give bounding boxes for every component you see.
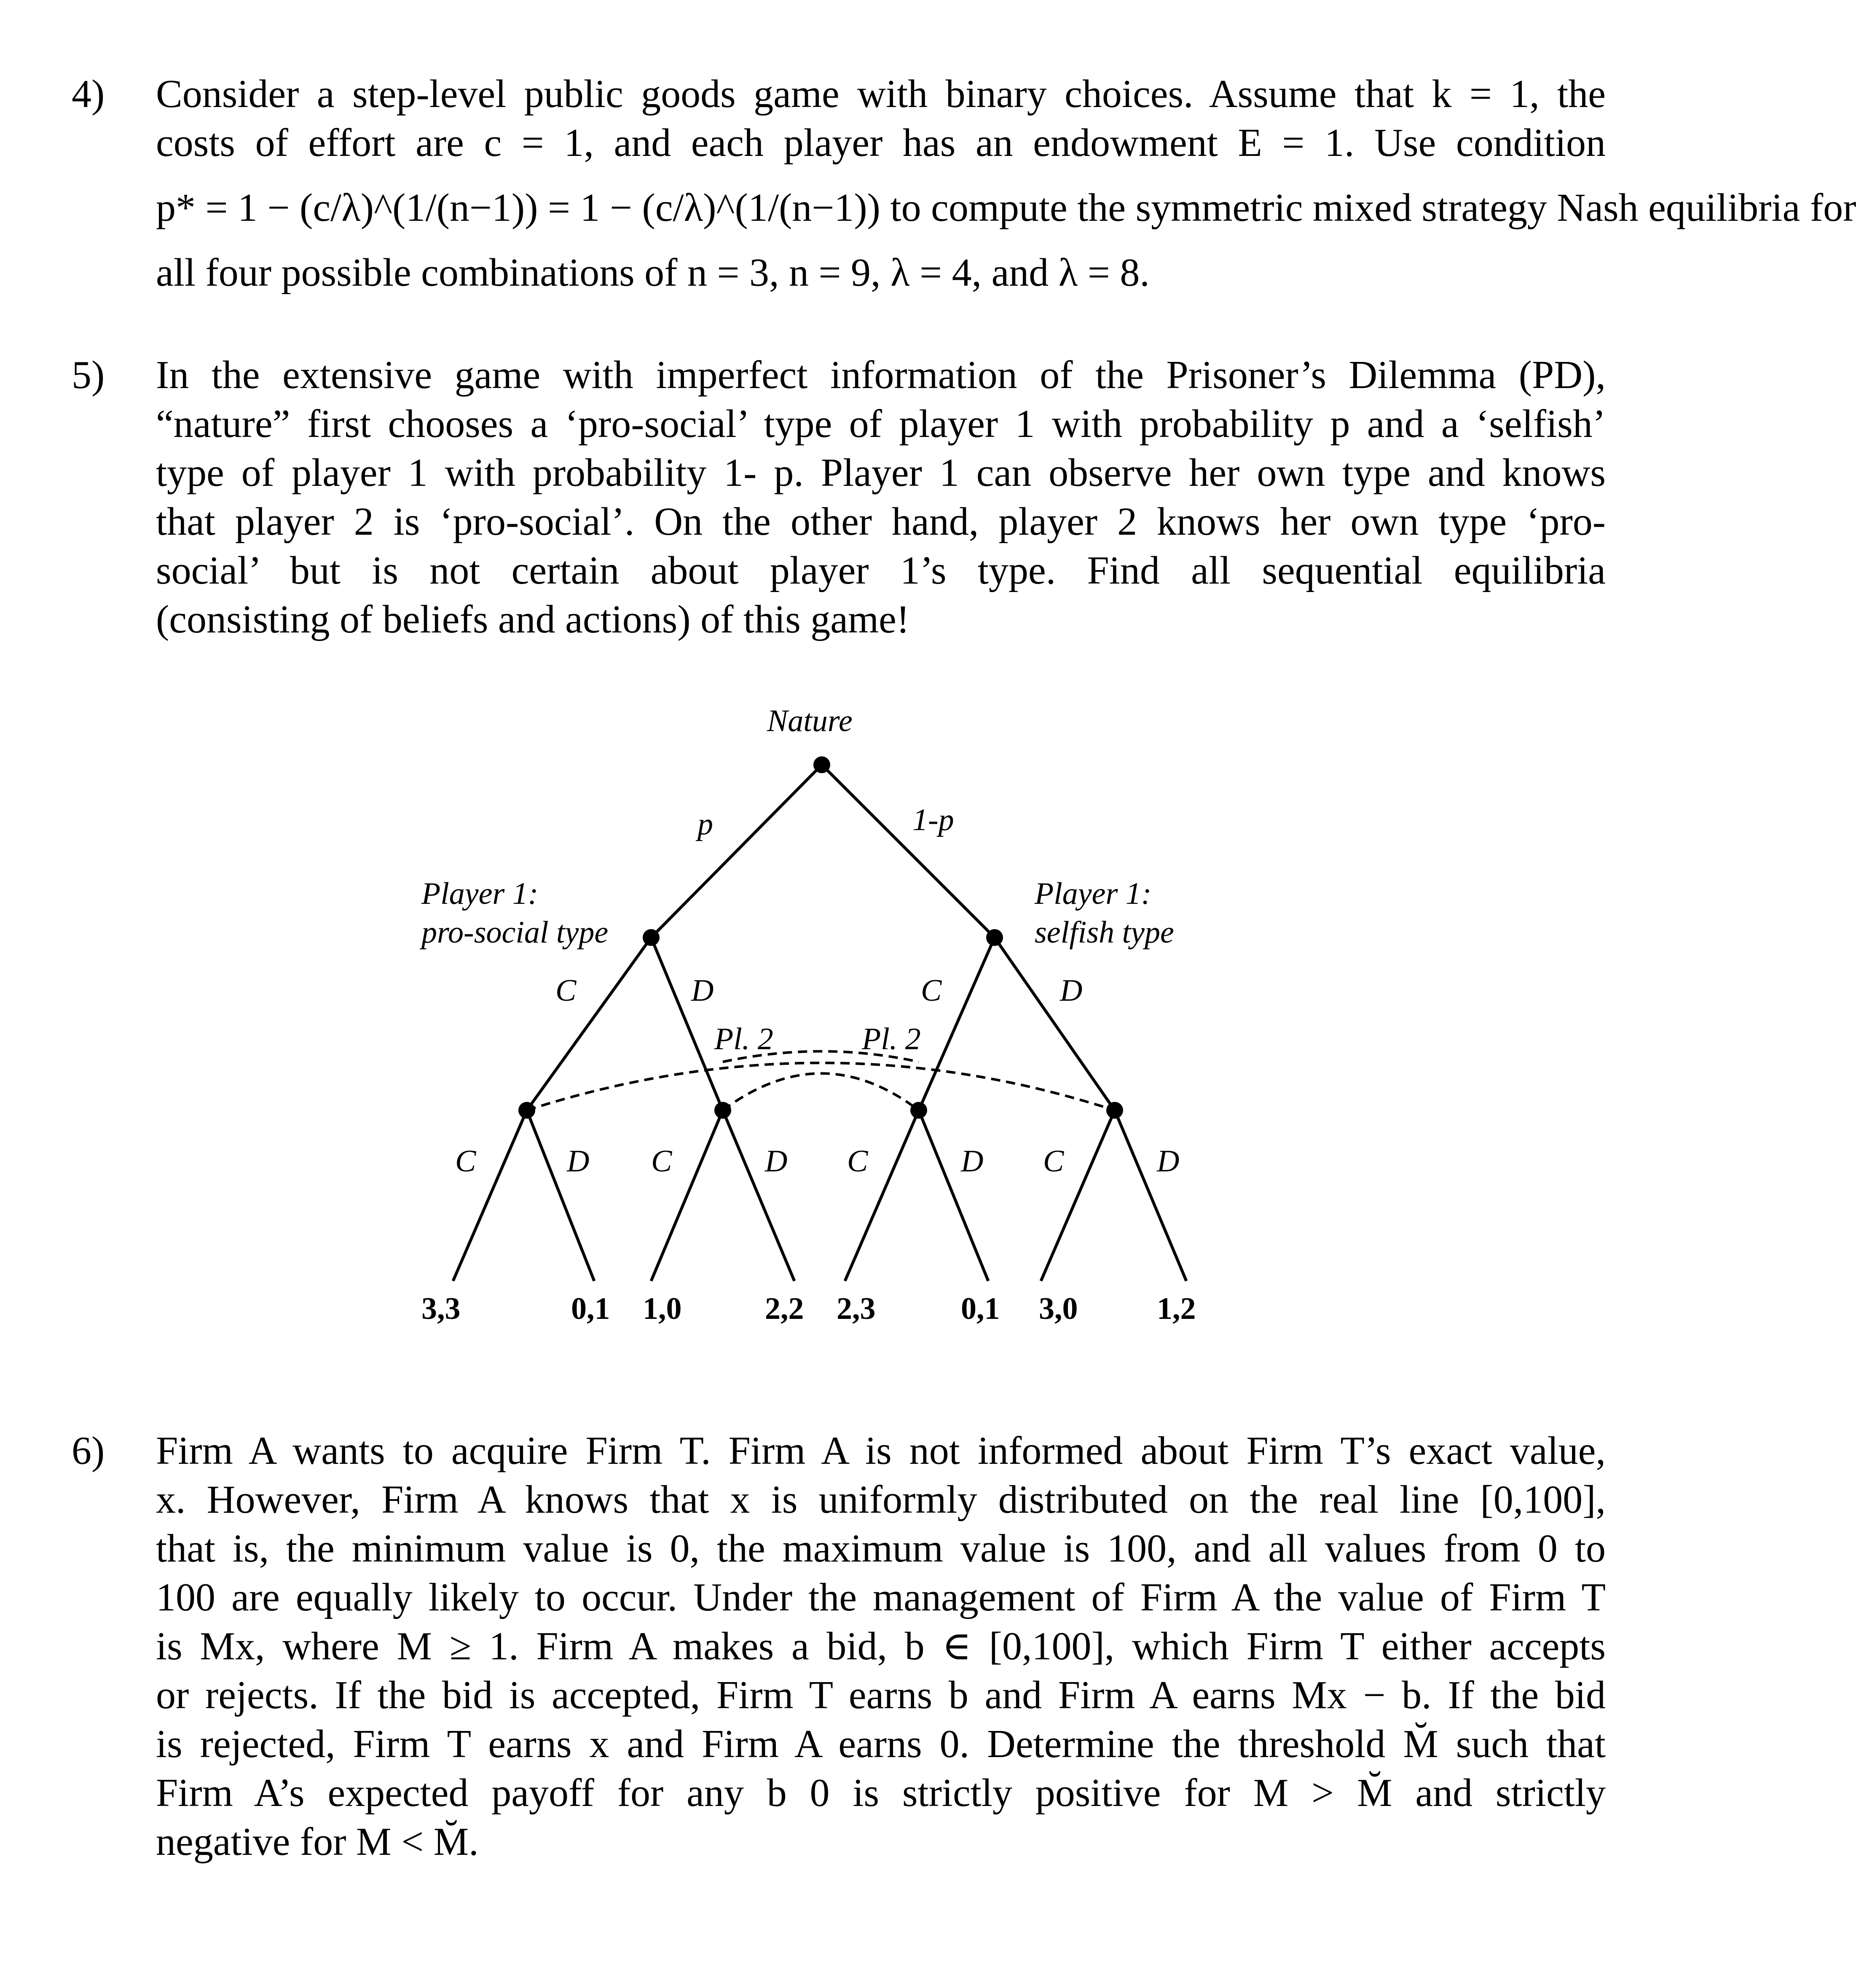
player1-pro-node (643, 929, 660, 946)
edge-leaf-8 (1115, 1110, 1186, 1281)
player1-self-label-2: selfish type (1035, 915, 1174, 950)
edge-leaf-7 (1041, 1110, 1115, 1281)
edge-p1pro-D (651, 938, 723, 1110)
text-line: type of player 1 with probability 1- p. Player 1 can observe her own type and knows (156, 451, 1606, 495)
player2-node-3 (910, 1102, 927, 1119)
edge-leaf-5 (845, 1110, 919, 1281)
pl2-label-1: Pl. 2 (714, 1022, 773, 1056)
payoff-5: 2,3 (837, 1291, 876, 1326)
text-line: is Mx, where M ≥ 1. Firm A makes a bid, b ∈ [0,100], which Firm T either accepts (156, 1624, 1606, 1668)
move-label-D: D (765, 1144, 788, 1179)
edge-leaf-6 (919, 1110, 988, 1281)
player2-node-4 (1106, 1102, 1123, 1119)
text-line: Consider a step-level public goods game with binary choices. Assume that k = 1, the (156, 72, 1606, 116)
prob-left-label: p (697, 807, 713, 841)
text-line: costs of effort are c = 1, and each player has an endowment E = 1. Use condition (156, 121, 1606, 165)
move-label-D: D (691, 973, 714, 1008)
payoff-6: 0,1 (961, 1291, 1000, 1326)
text-line: or rejects. If the bid is accepted, Firm T earns b and Firm A earns Mx − b. If the bid (156, 1673, 1606, 1717)
edge-leaf-2 (527, 1110, 594, 1281)
text-line: social’ but is not certain about player 1’s type. Find all sequential equilibria (156, 549, 1606, 592)
text-line: In the extensive game with imperfect information of the Prisoner’s Dilemma (PD), (156, 353, 1606, 397)
move-label-D: D (1060, 973, 1083, 1008)
edge-leaf-1 (453, 1110, 527, 1281)
move-label-C: C (1043, 1144, 1064, 1179)
edge-leaf-3 (651, 1110, 723, 1281)
player1-pro-label-2: pro-social type (421, 915, 609, 950)
player1-self-label-1: Player 1: (1035, 876, 1152, 911)
player1-pro-label-1: Player 1: (421, 876, 539, 911)
text-line: x. However, Firm A knows that x is uniformly distributed on the real line [0,100], (156, 1478, 1606, 1522)
payoff-4: 2,2 (765, 1291, 804, 1326)
question-text (156, 1426, 1606, 1866)
text-line: (consisting of beliefs and actions) of this game! (156, 597, 910, 641)
text-line: Firm A wants to acquire Firm T. Firm A is not informed about Firm T’s exact value, (156, 1429, 1606, 1473)
prob-right-label: 1-p (912, 803, 954, 837)
payoff-3: 1,0 (643, 1291, 682, 1326)
text-line: Firm A’s expected payoff for any b 0 is strictly positive for M > M̆ and strictly (156, 1771, 1606, 1815)
move-label-D: D (961, 1144, 984, 1179)
move-label-C: C (455, 1144, 476, 1179)
move-label-C: C (651, 1144, 672, 1179)
text-line: “nature” first chooses a ‘pro-social’ type of player 1 with probability p and a ‘selfish’ (156, 402, 1606, 446)
player2-node-2 (714, 1102, 731, 1119)
payoff-2: 0,1 (571, 1291, 610, 1326)
question-number: 6) (72, 1429, 105, 1473)
question-number: 4) (72, 72, 105, 116)
nature-label: Nature (767, 704, 853, 738)
text-line: that is, the minimum value is 0, the maximum value is 100, and all values from 0 to (156, 1527, 1606, 1570)
payoff-8: 1,2 (1157, 1291, 1196, 1326)
edge-nature-left (651, 765, 822, 938)
move-label-C: C (847, 1144, 868, 1179)
edge-p1self-C (919, 938, 995, 1110)
move-label-D: D (567, 1144, 590, 1179)
edge-p1pro-C (527, 938, 651, 1110)
move-label-C: C (921, 973, 942, 1008)
payoff-7: 3,0 (1039, 1291, 1078, 1326)
payoff-1: 3,3 (421, 1291, 461, 1326)
move-label-D: D (1157, 1144, 1180, 1179)
edge-p1self-D (995, 938, 1115, 1110)
question-number: 5) (72, 353, 105, 397)
pl2-label-2: Pl. 2 (862, 1022, 921, 1056)
nature-node (813, 756, 830, 773)
text-line: that player 2 is ‘pro-social’. On the other hand, player 2 knows her own type ‘pro- (156, 500, 1606, 544)
move-label-C: C (555, 973, 577, 1008)
info-set-arc-inner-1 (723, 1074, 919, 1111)
text-line: 100 are equally likely to occur. Under the management of Firm A the value of Firm T (156, 1575, 1606, 1619)
edge-leaf-4 (723, 1110, 794, 1281)
info-set-arc-outer (527, 1063, 1115, 1111)
text-line: all four possible combinations of n = 3, n = 9, λ = 4, and λ = 8. (156, 251, 1150, 295)
text-line: is rejected, Firm T earns x and Firm A earns 0. Determine the threshold M̆ such that (156, 1722, 1606, 1766)
edge-nature-right (822, 765, 995, 938)
text-line: negative for M < M̆. (156, 1820, 479, 1864)
text-line: p* = 1 − (c/λ)^(1/(n−1)) = 1 − (c/λ)^(1/(n−1)) to compute the symmetric mixed strategy Nash equilibria for (156, 186, 1856, 230)
player1-selfish-node (986, 929, 1003, 946)
player2-node-1 (518, 1102, 535, 1119)
